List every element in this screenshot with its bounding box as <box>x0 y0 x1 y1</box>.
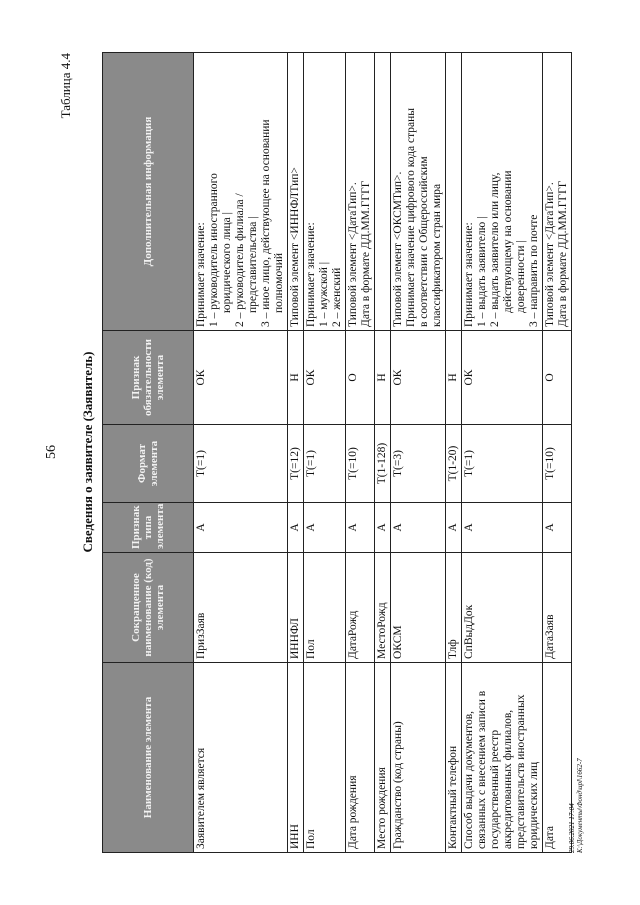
table-row <box>391 53 446 853</box>
info-line: 3 – иное лицо, действующее на основании <box>260 119 272 327</box>
table-row <box>375 53 391 853</box>
info-line: в соответствии с Общероссийским <box>418 156 430 327</box>
cell-element-code: МестоРожд <box>375 553 391 663</box>
cell-element-required: ОК <box>194 331 288 425</box>
cell-element-name: Место рождения <box>375 663 391 853</box>
table-row <box>446 53 462 853</box>
info-line: Типовой элемент <ДатаТип>. <box>347 182 359 327</box>
info-line: Типовой элемент <ИННФЛТип> <box>289 167 301 327</box>
header-code: Сокращенное наименование (код) элемента <box>103 553 194 663</box>
info-line: 1 – мужской | <box>318 261 330 327</box>
rotated-content <box>40 31 600 873</box>
cell-element-name: ИНН <box>288 663 304 853</box>
info-line: Типовой элемент <ДатаТип>. <box>544 182 556 327</box>
table-row <box>194 53 288 853</box>
cell-element-required: Н <box>375 331 391 425</box>
footer-line: К:\Документы\Фонд\upl\1662-7 <box>576 758 584 853</box>
info-line: 2 – женский <box>331 267 343 327</box>
cell-element-required: ОК <box>391 331 446 425</box>
cell-element-code: СпВыдДок <box>462 553 543 663</box>
cell-element-required: О <box>346 331 375 425</box>
cell-element-name: Контактный телефон <box>446 663 462 853</box>
cell-additional-info <box>446 53 462 331</box>
cell-additional-info <box>346 53 375 331</box>
header-info: Дополнительная информация <box>103 53 194 331</box>
cell-element-code: Тлф <box>446 553 462 663</box>
cell-element-code: ДатаРожд <box>346 553 375 663</box>
cell-element-code: ОКСМ <box>391 553 446 663</box>
info-line: Принимает значение: <box>305 222 317 327</box>
cell-element-type: А <box>543 503 572 553</box>
cell-additional-info <box>375 53 391 331</box>
cell-element-code: ДатаЗаяв <box>543 553 572 663</box>
table-row <box>543 53 572 853</box>
table-header-row <box>103 53 194 853</box>
cell-element-required: О <box>543 331 572 425</box>
info-line: Принимает значение цифрового кода страны <box>405 107 417 327</box>
cell-element-format: Т(=1) <box>194 425 288 503</box>
info-line: Принимает значение: <box>463 222 475 327</box>
info-line: 2 – руководитель филиала / <box>234 193 246 327</box>
cell-element-required: ОК <box>462 331 543 425</box>
cell-additional-info <box>543 53 572 331</box>
table-row <box>288 53 304 853</box>
table-row <box>462 53 543 853</box>
cell-element-name: Заявителем является <box>194 663 288 853</box>
cell-element-code: Пол <box>304 553 346 663</box>
cell-element-format: Т(=12) <box>288 425 304 503</box>
cell-element-required: Н <box>446 331 462 425</box>
cell-element-format: Т(1-20) <box>446 425 462 503</box>
info-line: действующему на основании <box>502 170 514 313</box>
table-label: Таблица 4.4 <box>58 53 73 119</box>
cell-element-type: А <box>288 503 304 553</box>
info-line: Дата в формате ДД.ММ.ГГГГ <box>557 180 569 327</box>
page-number: 56 <box>44 445 59 459</box>
cell-element-required: ОК <box>304 331 346 425</box>
info-line: 1 – руководитель иностранного <box>208 173 220 327</box>
cell-element-code: ИННФЛ <box>288 553 304 663</box>
cell-element-name: Дата рождения <box>346 663 375 853</box>
cell-additional-info <box>194 53 288 331</box>
info-line: доверенности | <box>515 240 527 313</box>
info-line: Принимает значение: <box>195 222 207 327</box>
table-caption: Сведения о заявителе (Заявитель) <box>80 351 95 553</box>
header-required: Признак обязательности элемента <box>103 331 194 425</box>
cell-element-type: А <box>462 503 543 553</box>
elements-table <box>102 52 572 853</box>
cell-element-type: А <box>346 503 375 553</box>
header-format: Формат элемента <box>103 425 194 503</box>
cell-element-name: Способ выдачи документов, связанных с внесением записи в государственный реестр аккредитованных филиалов, представительств иностранных юридических лиц <box>462 663 543 853</box>
info-line: Дата в формате ДД.ММ.ГГГГ <box>360 180 372 327</box>
cell-element-name: Пол <box>304 663 346 853</box>
info-line: Типовой элемент <ОКСМТип>. <box>392 171 404 327</box>
info-line: 3 – направить по почте <box>528 214 540 327</box>
cell-element-type: А <box>391 503 446 553</box>
cell-additional-info <box>391 53 446 331</box>
cell-element-format: Т(=10) <box>346 425 375 503</box>
header-name: Наименование элемента <box>103 663 194 853</box>
cell-element-name: Дата <box>543 663 572 853</box>
footer-line: 29.06.2021 17:04 <box>568 803 576 853</box>
cell-additional-info <box>288 53 304 331</box>
cell-element-format: Т(=1) <box>304 425 346 503</box>
cell-element-type: А <box>446 503 462 553</box>
cell-element-name: Гражданство (код страны) <box>391 663 446 853</box>
info-line: классификатором стран мира <box>431 183 443 327</box>
table-row <box>304 53 346 853</box>
cell-element-format: Т(=3) <box>391 425 446 503</box>
cell-element-type: А <box>304 503 346 553</box>
cell-element-format: Т(=1) <box>462 425 543 503</box>
info-line: юридического лица | <box>221 212 233 313</box>
cell-element-type: А <box>375 503 391 553</box>
print-footer <box>568 758 584 853</box>
info-line: полномочий <box>273 253 285 313</box>
cell-element-code: ПризЗаяв <box>194 553 288 663</box>
info-line: 2 – выдать заявителю или лицу, <box>489 172 501 327</box>
cell-element-format: Т(1-128) <box>375 425 391 503</box>
cell-additional-info <box>304 53 346 331</box>
cell-element-format: Т(=10) <box>543 425 572 503</box>
cell-element-required: Н <box>288 331 304 425</box>
cell-additional-info <box>462 53 543 331</box>
cell-element-type: А <box>194 503 288 553</box>
info-line: 1 – выдать заявителю | <box>476 216 488 327</box>
info-line: представительства | <box>247 216 259 313</box>
header-type: Признак типа элемента <box>103 503 194 553</box>
table-row <box>346 53 375 853</box>
